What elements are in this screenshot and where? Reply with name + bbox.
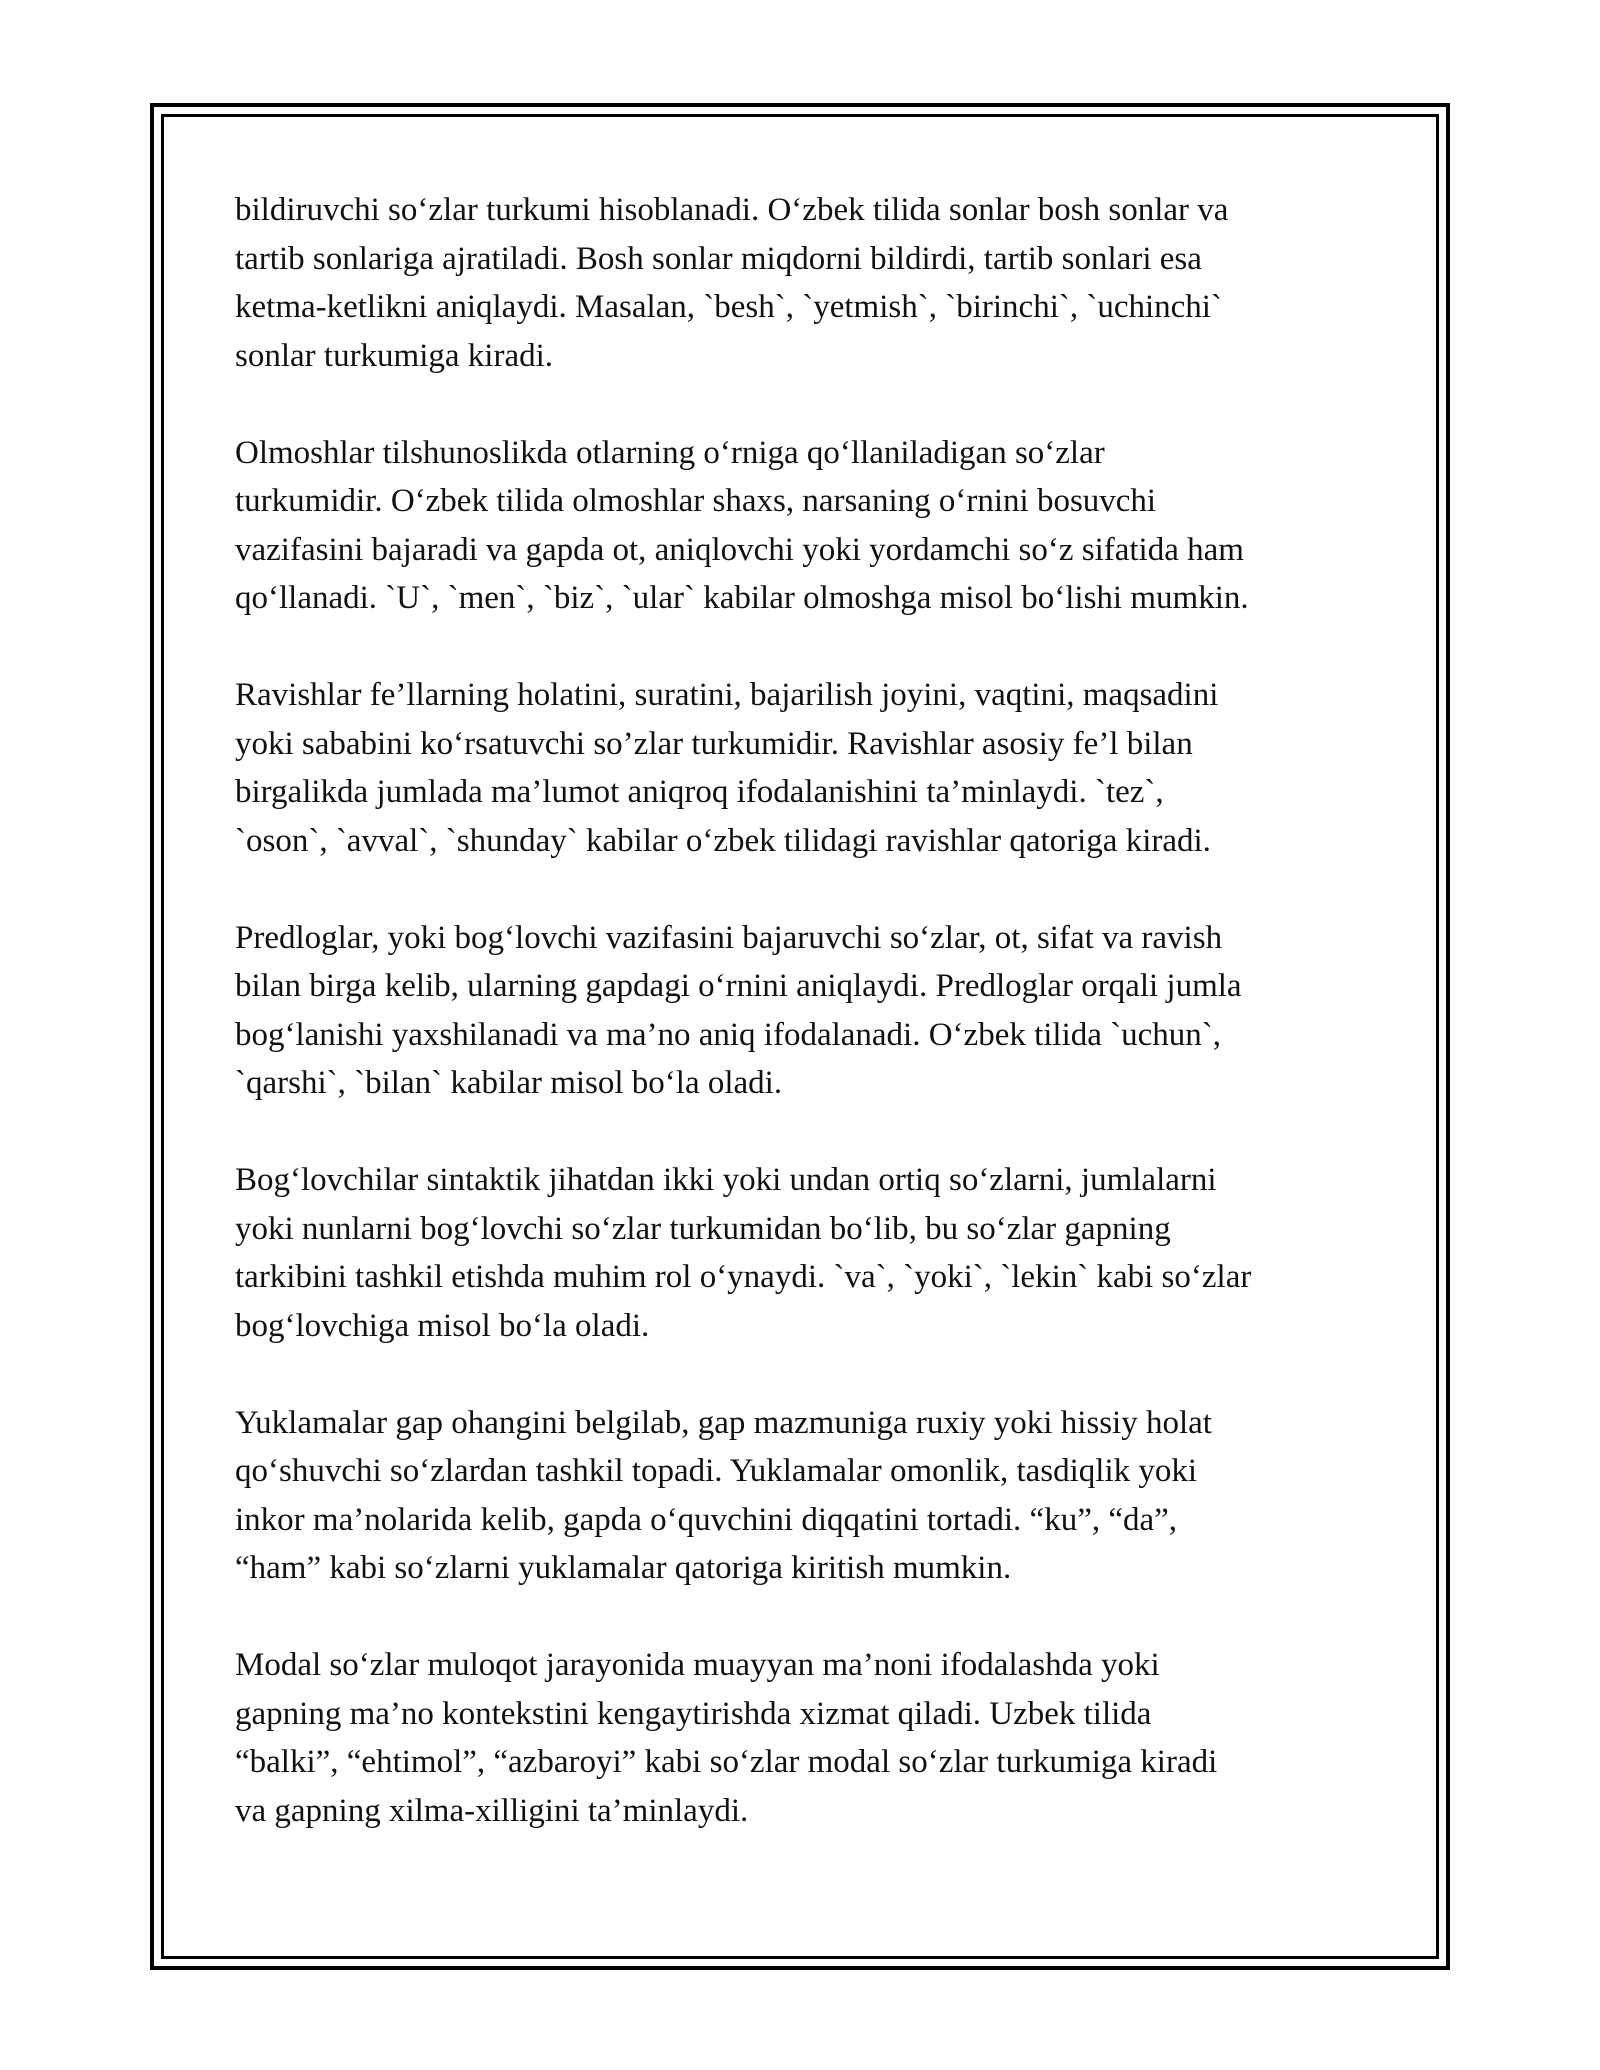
document-body <box>235 186 1385 1884</box>
text-line: `oson`, `avval`, `shunday` kabilar o‘zbek tilidagi ravishlar qatoriga kiradi. <box>235 822 1211 859</box>
paragraph-particles <box>235 1399 1385 1593</box>
text-line: qo‘shuvchi so‘zlardan tashkil topadi. Yuklamalar omonlik, tasdiqlik yoki <box>235 1453 1198 1489</box>
paragraph-pronouns <box>235 429 1385 623</box>
paragraph-adverbs <box>235 671 1385 865</box>
text-line: sonlar turkumiga kiradi. <box>235 337 554 374</box>
text-line: “balki”, “ehtimol”, “azbaroyi” kabi so‘zlar modal so‘zlar turkumiga kiradi <box>235 1744 1218 1780</box>
text-line: Olmoshlar tilshunoslikda otlarning o‘rniga qo‘llaniladigan so‘zlar <box>235 434 1105 471</box>
text-line: yoki sababini ko‘rsatuvchi so’zlar turkumidir. Ravishlar asosiy fe’l bilan <box>235 725 1193 762</box>
text-line: Modal so‘zlar muloqot jarayonida muayyan ma’noni ifodalashda yoki <box>235 1647 1160 1683</box>
text-line: bog‘lovchiga misol bo‘la oladi. <box>235 1307 650 1344</box>
paragraph-numerals <box>235 186 1385 380</box>
text-line: tartib sonlariga ajratiladi. Bosh sonlar miqdorni bildirdi, tartib sonlari esa <box>235 240 1202 277</box>
text-line: qo‘llanadi. `U`, `men`, `biz`, `ular` kabilar olmoshga misol bo‘lishi mumkin. <box>235 580 1249 616</box>
text-line: “ham” kabi so‘zlarni yuklamalar qatoriga kiritish mumkin. <box>235 1550 1012 1586</box>
paragraph-modal-words <box>235 1641 1385 1835</box>
text-line: Predloglar, yoki bog‘lovchi vazifasini bajaruvchi so‘zlar, ot, sifat va ravish <box>235 919 1223 956</box>
text-line: bilan birga kelib, ularning gapdagi o‘rnini aniqlaydi. Predloglar orqali jumla <box>235 968 1242 1004</box>
text-line: Ravishlar fe’llarning holatini, suratini, bajarilish joyini, vaqtini, maqsadini <box>235 677 1219 713</box>
text-line: yoki nunlarni bog‘lovchi so‘zlar turkumidan bo‘lib, bu so‘zlar gapning <box>235 1210 1171 1247</box>
text-line: ketma-ketlikni aniqlaydi. Masalan, `besh`, `yetmish`, `birinchi`, `uchinchi` <box>235 289 1222 325</box>
text-line: va gapning xilma-xilligini ta’minlaydi. <box>235 1792 749 1829</box>
text-line: `qarshi`, `bilan` kabilar misol bo‘la oladi. <box>235 1065 783 1101</box>
paragraph-prepositions <box>235 914 1385 1108</box>
text-line: Yuklamalar gap ohangini belgilab, gap mazmuniga ruxiy yoki hissiy holat <box>235 1404 1212 1441</box>
text-line: bog‘lanishi yaxshilanadi va ma’no aniq ifodalanadi. O‘zbek tilida `uchun`, <box>235 1016 1222 1053</box>
text-line: inkor ma’nolarida kelib, gapda o‘quvchini diqqatini tortadi. “ku”, “da”, <box>235 1501 1178 1538</box>
text-line: gapning ma’no kontekstini kengaytirishda xizmat qiladi. Uzbek tilida <box>235 1695 1152 1732</box>
text-line: tarkibini tashkil etishda muhim rol o‘ynaydi. `va`, `yoki`, `lekin` kabi so‘zlar <box>235 1259 1252 1295</box>
text-line: turkumidir. O‘zbek tilida olmoshlar shaxs, narsaning o‘rnini bosuvchi <box>235 483 1157 519</box>
text-line: Bog‘lovchilar sintaktik jihatdan ikki yoki undan ortiq so‘zlarni, jumlalarni <box>235 1162 1217 1198</box>
text-line: birgalikda jumlada ma’lumot aniqroq ifodalanishini ta’minlaydi. `tez`, <box>235 774 1164 810</box>
paragraph-conjunctions <box>235 1156 1385 1350</box>
text-line: bildiruvchi so‘zlar turkumi hisoblanadi. O‘zbek tilida sonlar bosh sonlar va <box>235 192 1229 228</box>
text-line: vazifasini bajaradi va gapda ot, aniqlovchi yoki yordamchi so‘z sifatida ham <box>235 531 1244 568</box>
